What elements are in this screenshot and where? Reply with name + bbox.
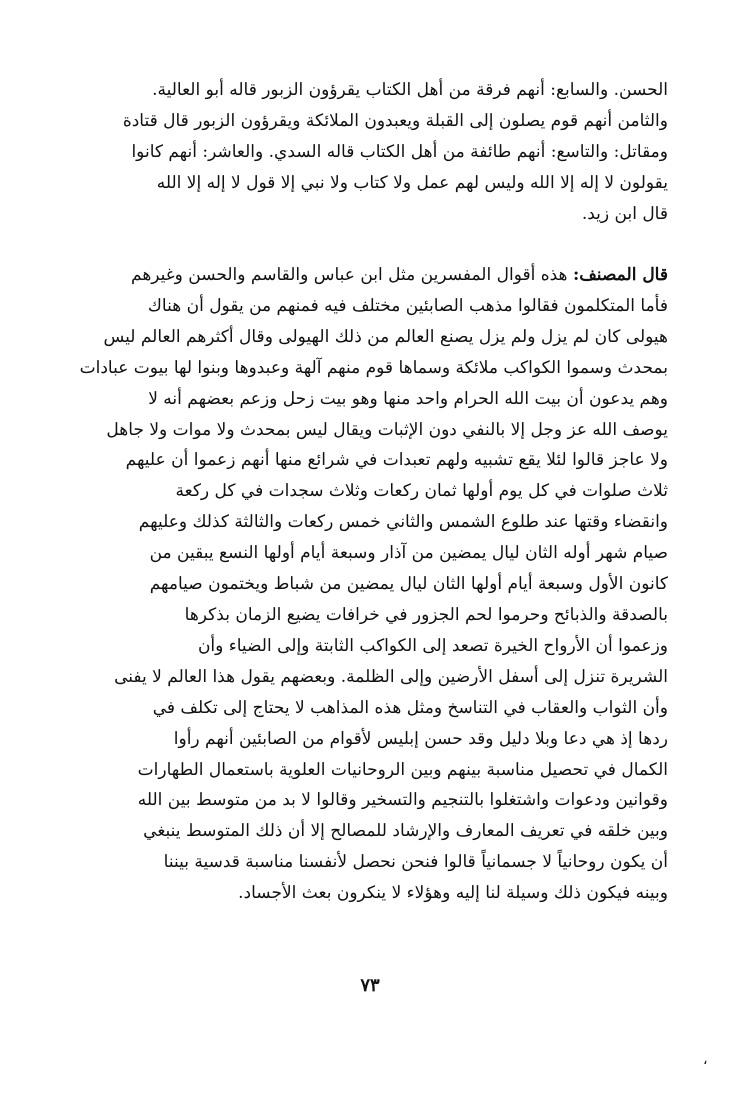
paragraph-line: الحسن. والسابع: أنهم فرقة من أهل الكتاب يقرؤون الزبور قاله أبو العالية. (152, 80, 668, 100)
paragraph-line: كانون الأول وسبعة أيام أولها الثان ليال يمضين من شباط ويختمون صيامهم (149, 574, 668, 595)
paragraph-1 (70, 75, 668, 230)
first-line-text: هذه أقوال المفسرين مثل ابن عباس والقاسم والحسن وغيرهم (131, 265, 573, 285)
paragraph-line: وبينه فيكون ذلك وسيلة لنا إليه وهؤلاء لا ينكرون بعث الأجساد. (238, 883, 668, 904)
paragraph-line: ثلاث صلوات في كل يوم أولها ثمان ركعات وثلاث سجدات في كل ركعة (175, 481, 668, 502)
paragraph-line: الشريرة تنزل إلى أسفل الأرضين وإلى الظلمة. وبعضهم يقول هذا العالم لا يفنى (114, 666, 668, 687)
paragraph-line: الكمال في تحصيل مناسبة بينهم وبين الروحانيات العلوية باستعمال الطهارات (137, 759, 668, 780)
paragraph-line: صيام شهر أوله الثان ليال يمضين من آذار وسبعة أيام أولها النسع يبقين من (149, 543, 668, 564)
paragraph-line: يقولون لا إله إلا الله وليس لهم عمل ولا كتاب ولا نبي إلا قول لا إله إلا الله (156, 172, 668, 193)
paragraph-line: وأن الثواب والعقاب في التناسخ ومثل هذه المذاهب لا يحتاج إلى تكلف في (152, 697, 668, 718)
paragraph-line: بالصدقة والذبائح وحرموا لحم الجزور في خرافات يضيع الزمان بذكرها (184, 604, 668, 625)
paragraph-line: قال ابن زيد. (581, 203, 668, 224)
paragraph-line: وانقضاء وقتها عند طلوع الشمس والثاني خمس ركعات والثالثة كذلك وعليهم (138, 512, 668, 533)
paragraph-first-line (70, 260, 668, 291)
paragraph-line: أن يكون روحانياً لا جسمانياً قالوا فنحن نحصل لأنفسنا مناسبة قدسية بيننا (163, 852, 668, 873)
paragraph-line: يوصف الله عز وجل إلا بالنفي دون الإثبات ويقال ليس بمحدث ولا موات ولا جاهل (106, 419, 668, 440)
paragraph-line: وبين خلقه في تعريف المعارف والإرشاد للمصالح إلا أن ذلك المتوسط ينبغي (143, 821, 668, 842)
page-number: ٧٣ (360, 975, 380, 996)
paragraph-line: وهم يدعون أن بيت الله الحرام واحد منها وهو بيت زحل وزعم بعضهم أنه لا (148, 388, 668, 409)
paragraph-2 (70, 260, 668, 909)
paragraph-line: ولا عاجز قالوا لئلا يقع تشبيه ولهم تعبدات في شرائع منها أنهم زعموا أن عليهم (125, 450, 668, 471)
paragraph-line: فأما المتكلمون فقالوا مذهب الصابئين مختلف فيه فمنهم من يقول أن هناك (147, 295, 668, 316)
paragraph-line: والثامن أنهم قوم يصلون إلى القبلة ويعبدون الملائكة ويقرؤون الزبور قال قتادة (122, 110, 668, 131)
paragraph-line: ردها إذ هي دعا وبلا دليل وقد حسن إبليس لأقوام من الصابئين أنهم رأوا (173, 728, 668, 749)
paragraph-line: وقوانين ودعوات واشتغلوا بالتنجيم والتسخير وقالوا لا بد من متوسط بين الله (137, 790, 668, 811)
paragraph-line: هيولى كان لم يزل ولم يزل يصنع العالم من ذلك الهيولى وقال أكثرهم العالم ليس (103, 326, 668, 347)
margin-mark: ، (703, 1052, 708, 1068)
author-label: قال المصنف: (572, 265, 668, 285)
paragraph-line: وزعموا أن الأرواح الخيرة تصعد إلى الكواكب الثابتة وإلى الضياء وأن (197, 635, 668, 656)
paragraph-line: ومقاتل: والتاسع: أنهم طائفة من أهل الكتاب قاله السدي. والعاشر: أنهم كانوا (131, 141, 668, 162)
paragraph-line: بمحدث وسموا الكواكب ملائكة وسماها قوم منهم آلهة وعبدوها وبنوا لها بيوت عبادات (79, 357, 668, 378)
